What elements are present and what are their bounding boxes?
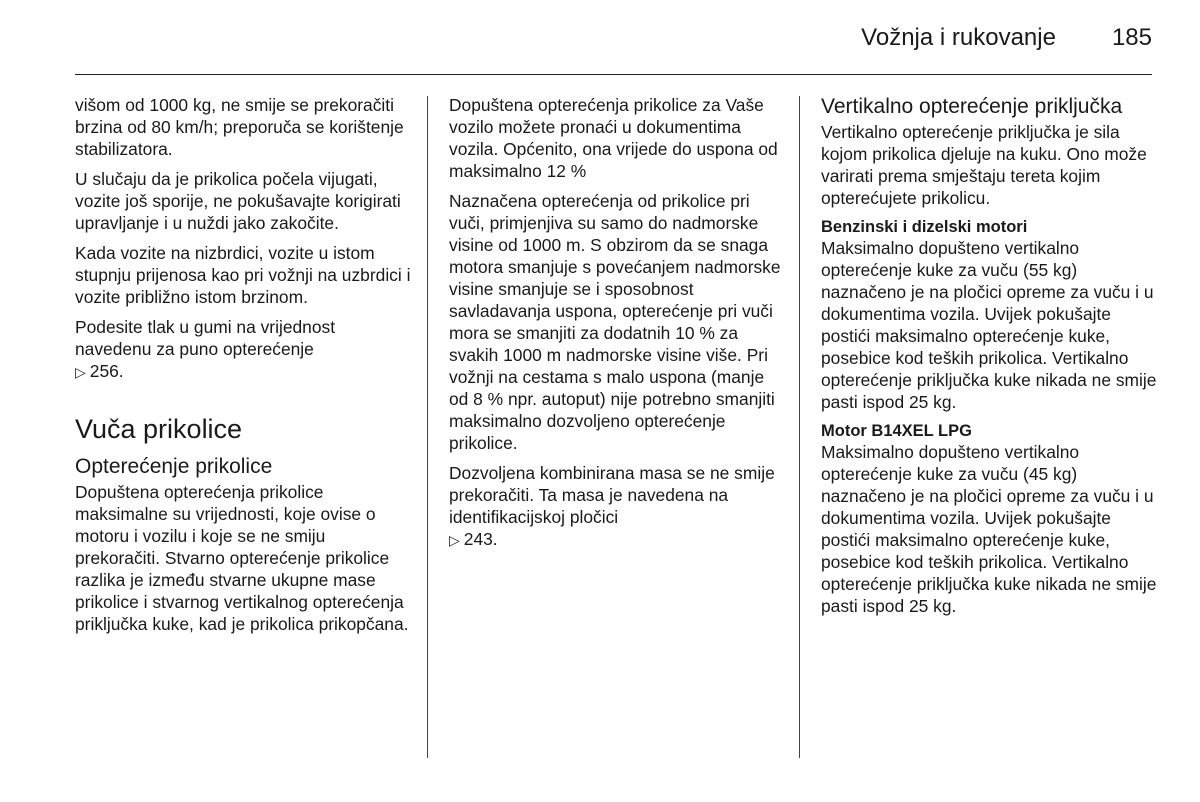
page-reference-link[interactable]: 256. bbox=[89, 361, 124, 381]
page-number: 185 bbox=[1111, 24, 1152, 51]
paragraph: Maksimalno dopušteno vertikalno opterećenje kuke za vuču (45 kg) naznačeno je na pločici opreme za vuču i u dokumentima vozila. Uvijek pokušajte postići maksimalno opterećenje kuke, posebice kod teških prikolica. Vertikalno opterećenje priključka kuke nikada ne smije pasti ispod 25 kg. bbox=[821, 442, 1157, 616]
paragraph: Kada vozite na nizbrdici, vozite u istom stupnju prijenosa kao pri vožnji na uzbrdici i vozite približno istom brzinom. bbox=[75, 243, 411, 307]
page-header bbox=[861, 24, 1152, 58]
paragraph: Maksimalno dopušteno vertikalno opterećenje kuke za vuču (55 kg) naznačeno je na pločici opreme za vuču i u dokumentima vozila. Uvijek pokušajte postići maksimalno opterećenje kuke, posebice kod teških prikolica. Vertikalno opterećenje priključka kuke nikada ne smije pasti ispod 25 kg. bbox=[821, 238, 1157, 412]
paragraph: Dopuštena opterećenja prikolice maksimalne su vrijednosti, koje ovise o motoru i vozilu i koje se ne smiju prekoračiti. Stvarno opterećenje prikolice razlika je između stvarne ukupne mase prikolice i stvarnog vertikalnog opterećenja priključka kuke, kad je prikolica prikopčana. bbox=[75, 482, 409, 634]
chapter-heading: Vuča prikolice bbox=[75, 414, 243, 444]
column-1 bbox=[75, 94, 415, 643]
paragraph-text: Podesite tlak u gumi na vrijednost navedenu za puno opterećenje bbox=[75, 317, 336, 359]
column-3 bbox=[821, 94, 1161, 625]
paragraph: U slučaju da je prikolica počela vijugati, vozite još sporije, ne pokušavajte korigirati upravljanje i u nuždi jako zakočite. bbox=[75, 169, 401, 233]
paragraph-text: Dozvoljena kombinirana masa se ne smije prekoračiti. Ta masa je navedena na identifikacijskoj pločici bbox=[449, 463, 775, 527]
paragraph bbox=[75, 316, 415, 383]
paragraph: Naznačena opterećenja od prikolice pri vuči, primjenjiva su samo do nadmorske visine od 1000 m. S obzirom da se snaga motora smanjuje s povećanjem nadmorske visine smanjuje se i sposobnost savladavanja uspona, opterećenje pri vuči mora se smanjiti za dodatnih 10 % za svakih 1000 m nadmorske visine više. Pri vožnji na cestama s malo uspona (manje od 8 % npr. autoput) nije potrebno smanjiti maksimalno dozvoljeno opterećenje prikolice. bbox=[449, 191, 781, 453]
column-divider-2 bbox=[799, 96, 800, 758]
paragraph: Vertikalno opterećenje priključka je sila kojom prikolica djeluje na kuku. Ono može varirati prema smještaju tereta kojim opterećujete prikolicu. bbox=[821, 122, 1147, 208]
paragraph: Dopuštena opterećenja prikolice za Vaše vozilo možete pronaći u dokumentima vozila. Općenito, ona vrijede do uspona od maksimalno 12 % bbox=[449, 95, 778, 181]
paragraph bbox=[449, 462, 784, 551]
section-heading: Opterećenje prikolice bbox=[75, 455, 273, 478]
subsection-heading: Motor B14XEL LPG bbox=[821, 422, 972, 440]
paragraph: višom od 1000 kg, ne smije se prekoračiti brzina od 80 km/h; preporuča se korištenje stabilizatora. bbox=[75, 95, 404, 159]
page-reference-icon: ▷ bbox=[449, 532, 460, 548]
column-2 bbox=[449, 94, 784, 559]
section-heading: Vertikalno opterećenje priključka bbox=[821, 95, 1123, 118]
page-reference-link[interactable]: 243. bbox=[463, 529, 498, 549]
column-divider-1 bbox=[427, 96, 428, 758]
subsection-heading: Benzinski i dizelski motori bbox=[821, 218, 1028, 236]
header-rule bbox=[75, 74, 1152, 75]
page-reference-icon: ▷ bbox=[75, 364, 86, 380]
section-title: Vožnja i rukovanje bbox=[861, 24, 1056, 51]
